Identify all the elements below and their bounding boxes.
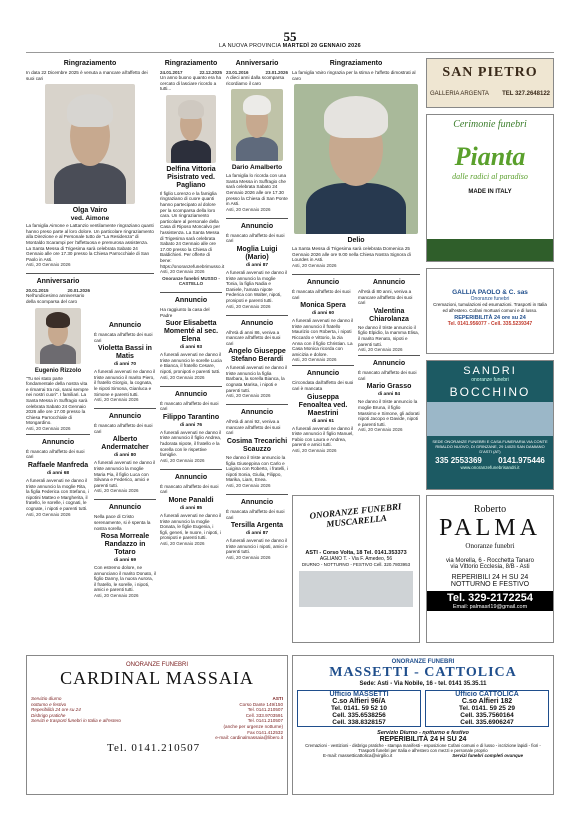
deceased-name: Raffaele Manfreda xyxy=(27,462,89,470)
notice-intro: All'età di 80 anni, veniva a mancare all'affetto dei suoi cari xyxy=(358,288,413,306)
ad-brand: BOCCHINO xyxy=(449,385,531,399)
notice-text: Il figlio Lorenzo e la famiglia ringraziano di cuore quanti hanno partecipato al dolore per la scomparsa della loro cara. Un ringraziamento particolare al personale della Casa di Riposo Moncalvo per l'assistenza. La Santa Messa di Trigesima sarà celebrata Sabato 24 Gennaio alle ore 17.00 presso la Chiesa di Baldichieri. Per offerte di bene: https://onoranzefunebrimusso.it xyxy=(160,190,225,269)
portrait-photo xyxy=(231,89,283,161)
deceased-name: Filippo Tarantino xyxy=(162,413,220,421)
ad-right-7: Fax 0141.412532 xyxy=(247,729,283,735)
notice-heading: Annuncio xyxy=(240,409,274,417)
ad-first: Roberto xyxy=(473,504,507,515)
ad-head: ONORANZE FUNEBRI xyxy=(125,662,188,668)
separator xyxy=(94,408,156,409)
office-1-tel-3: Cell. 338.8328157 xyxy=(332,719,386,726)
portrait-photo xyxy=(35,308,81,364)
separator xyxy=(292,274,420,275)
notice-heading: Annuncio xyxy=(108,413,142,421)
separator xyxy=(292,365,354,366)
notice-matis xyxy=(94,322,156,402)
notice-heading: Anniversario xyxy=(235,60,279,67)
office-1-name: Ufficio MASSETTI xyxy=(329,691,389,698)
ad-name: SANDRI xyxy=(463,365,517,377)
ad-sub: onoranze funebri xyxy=(471,377,509,383)
notice-heading: Ringraziamento xyxy=(63,60,117,67)
office-2-tel-1: Tel. 0141. 59 25 29 xyxy=(459,705,515,712)
ad-phone-1: 335 2553369 xyxy=(435,456,482,465)
ad-name: GALLIA PAOLO & C. sas xyxy=(452,289,528,296)
notice-heading: Annuncio xyxy=(108,322,142,329)
ad-sub: Onoranze funebri xyxy=(470,296,510,302)
ad-right-1: ASTI xyxy=(272,696,283,701)
ad-right-4: Cell. 333.9703591 xyxy=(245,712,283,718)
notice-date: Asti, 20 Gennaio 2026 xyxy=(292,357,337,363)
notice-vairo xyxy=(26,60,154,267)
ad-head: ONORANZE FUNEBRI xyxy=(391,659,455,665)
ad-name: MASSETTI - CATTOLICA xyxy=(329,665,517,680)
deceased-age: di anni 87 xyxy=(245,531,269,537)
notice-text: A funerali avvenuti ne danno il triste annuncio il fratello Maurizio con Roberta, i nipoti Riccardo e Vittorio, la zia Anna con il figlio Christian. La Casa Monica ricorda con amicizia e dolore. xyxy=(292,318,354,357)
deceased-age: di anni 93 xyxy=(179,345,203,351)
notice-date: Asti, 20 Gennaio 2026 xyxy=(226,303,271,309)
ad-sede: Sede: Asti - Via Nobile, 16 - tel. 0141 35.35.11 xyxy=(359,681,487,687)
date-end: 22.12.2025 xyxy=(199,70,222,75)
separator xyxy=(226,218,288,219)
ad-web: Servizi funebri completi ovunque xyxy=(452,753,524,758)
notice-intro: A dieci anni dalla scomparsa ricordiamo il caro xyxy=(226,75,285,86)
ad-heading: Cerimonie funebri xyxy=(453,119,527,130)
ad-rep: REPERIBILI 24 H SU 24 xyxy=(451,574,529,581)
ad-email: E-mail: massetticattolica@virgilio.it xyxy=(322,753,393,758)
deceased-age: di anni 80 xyxy=(113,453,137,459)
separator xyxy=(160,469,222,470)
separator xyxy=(226,494,288,495)
notice-pagliano xyxy=(160,60,225,287)
ad-right-6: (anche per urgenze notturne) xyxy=(223,723,283,729)
separator xyxy=(226,404,288,405)
notice-intro: È mancato all'affetto dei suoi cari xyxy=(26,448,85,460)
deceased-name: Moglia Luigi (Mario) xyxy=(236,245,278,261)
notice-intro: È mancato all'affetto dei suoi cari xyxy=(226,232,285,244)
notice-heading: Ringraziamento xyxy=(164,60,218,67)
notice-intro: In data 22 Dicembre 2025 è venuta a mancare all'affetto dei suoi cari xyxy=(26,70,148,81)
ad-slogan: dalle radici al paradiso xyxy=(452,172,528,181)
notice-intro: È mancata all'affetto dei suoi cari xyxy=(292,288,351,300)
ad-rep: REPERIBILITÀ 24 ore su 24 xyxy=(454,315,526,321)
notice-heading: Annuncio xyxy=(41,438,75,446)
notice-delio xyxy=(292,60,420,268)
deceased-name: Mone Panaldi xyxy=(168,497,214,504)
ad-phone-2: 0141.975446 xyxy=(498,456,545,465)
notice-date: Asti, 20 Gennaio 2026 xyxy=(226,554,271,560)
notice-heading: Annuncio xyxy=(240,222,274,230)
agency-name: Onoranze funebri MUSSO - CASTELLO xyxy=(162,276,220,287)
deceased-name: Rosa Morreale Randazzo in Totaro xyxy=(100,533,150,557)
deceased-age: di anni 69 xyxy=(113,558,137,564)
ad-title: SAN PIETRO xyxy=(442,65,538,80)
deceased-name: Angelo Giuseppe Stefano Berardi xyxy=(228,348,286,364)
notice-text: A funerali avvenuti ne danno il triste annuncio la moglie Rita, la figlia Federica con Stefano, i nipotini Matteo e Margherita, il fratello, le sorelle, i cognati, le cognate, i nipoti e parenti tutti. xyxy=(26,478,89,512)
notice-text: A funerali avvenuti ne danno il triste annuncio le sorelle Lucia e Bianca, il fratello Cesare, nipoti, pronipoti e parenti tutti. xyxy=(160,352,222,375)
notice-tarantino xyxy=(160,391,222,463)
column-5 xyxy=(292,60,420,453)
office-2-tel-2: Cell. 335.7560164 xyxy=(460,712,514,719)
ad-address-2: via Vittorio Ecclesia, 8/B - Asti xyxy=(450,564,530,570)
office-2-name: Ufficio CATTOLICA xyxy=(455,691,519,698)
ad-left-1: Servizio diurno xyxy=(31,696,62,701)
notice-heading: Annuncio xyxy=(174,390,208,398)
deceased-subname: ved. Aimone xyxy=(70,215,110,223)
notice-heading: Annuncio xyxy=(108,504,142,512)
deceased-age: di anni 61 xyxy=(311,418,335,424)
notice-date: Asti, 20 Gennaio 2026 xyxy=(160,269,205,275)
page-number: 55 xyxy=(283,29,297,44)
notice-text: A funerali avvenuti ne danno il triste annuncio la moglie Maria Pia, il figlio Luca con Silvana e Federico, amici e parenti tutti. xyxy=(94,460,156,488)
notice-date: Asti, 20 Gennaio 2026 xyxy=(26,262,71,268)
deceased-age: di anni 60 xyxy=(311,311,335,317)
notice-text: Ne danno il triste annuncio il figlio Elpidio, la mamma Elisa, il marito Renato, nipoti e parenti tutti. xyxy=(358,324,420,347)
ad-left-5: Servizi e trasporti funebri in Italia e all'estero xyxy=(31,718,121,724)
notice-luigi xyxy=(226,223,288,309)
deceased-name: Delfina Vittoria Pisistrato ved. Pagliano xyxy=(166,165,216,189)
notice-intro: Un anno buono quanto era ha cercato di lasciare ricordo a tutti... xyxy=(160,75,222,92)
deceased-age: di anni 70 xyxy=(113,362,137,368)
notice-date: Asti, 20 Gennaio 2026 xyxy=(226,483,271,488)
notice-date: Asti, 20 Gennaio 2026 xyxy=(226,206,271,212)
deceased-name: Eugenio Rizzolo xyxy=(34,367,82,374)
ad-city: AGLIANO T. - Via F. Amedeo, 56 xyxy=(319,556,393,562)
notice-date: Asti, 20 Gennaio 2026 xyxy=(292,447,337,453)
deceased-name: Delio xyxy=(347,237,365,245)
notice-text: La famiglia lo ricorda con una Santa Messa in Suffragio che sarà celebrata Sabato 24 Gennaio 2026 alle ore 17.30 presso la Chiesa di San Ponte in Asti. xyxy=(226,173,288,207)
ad-address-1: via Morella, 6 - Rocchetta Tanaro xyxy=(446,558,534,564)
notice-heading: Annuncio xyxy=(306,278,340,286)
notice-heading: Annuncio xyxy=(174,473,208,481)
ad-pianta xyxy=(426,114,554,262)
deceased-name: Mario Grasso xyxy=(366,383,412,391)
notice-text: La famiglia Aimone e Lattanzio ventilamente ringraziano quanti hanno preso parte al loro dolore. Un particolare ringraziamento alla Direzione e al Personale tutto de "La Residenza" di Montaldo Scarampi per l'affettuosa e premurosa assistenza. La Santa Messa di Trigesima sarà celebrata Sabato 24 Gennaio alle ore 17.30 presso la Chiesa Parrocchiale di San Paolo in Asti. xyxy=(26,223,154,262)
ad-left-3: Reperibilità 24 ore su 24 xyxy=(31,707,81,713)
notice-heading: Annuncio xyxy=(240,319,274,327)
portrait-photo xyxy=(166,95,216,163)
date-start: 24.01.2017 xyxy=(160,70,183,75)
ad-subtitle: GALLERIA ARGENTA xyxy=(430,91,489,97)
notice-date: Asti, 20 Gennaio 2026 xyxy=(26,425,71,431)
ad-phone: Tel. 0141.210507 xyxy=(107,742,201,754)
ad-massetti-cattolica xyxy=(292,655,554,795)
notice-date: Asti, 20 Gennaio 2026 xyxy=(94,593,139,599)
separator xyxy=(358,355,420,356)
date-end: 20.01.2026 xyxy=(67,288,90,294)
notice-text: Ne danno il triste annuncio la moglie Bruna, il figlio Massimo e Simone, gli adorati nipoti Jacopo e Davide, nipoti e parenti tutti. xyxy=(358,399,420,427)
notice-date: Asti, 20 Gennaio 2026 xyxy=(292,262,337,268)
separator xyxy=(160,386,222,387)
notice-text: A funerali avvenuti ne danno il triste annuncio la moglie Tonia, la figlia Nadia e Daniele, l'amata nipote Federica con Walter, nipoti, pronipoti e parenti tutti. xyxy=(226,269,288,303)
publication-date: MARTEDÌ 20 GENNAIO 2026 xyxy=(282,43,361,49)
column-2 xyxy=(94,322,156,604)
deceased-name: Suor Elisabetta Momenté al sec. Elena xyxy=(163,320,219,344)
notice-text: La Santa Messa di Trigesima sarà celebrata Domenica 25 Gennaio 2026 alle ore 9.00 nella Chiesa Nostra Signora di Lourdes in Asti. xyxy=(292,246,411,263)
ad-phone: Tel. 0141.956077 - Cell. 335.5239347 xyxy=(447,321,533,327)
notice-text: Ne danno il triste annuncio la figlia Giuseppina con Carlo e Luigina con Roberto, i fratelli, i nipoti Sonia, Giulia, Filippo, Marika, Liam, Enea. xyxy=(226,455,288,483)
deceased-age: di anni 87 xyxy=(245,262,269,268)
publication-line xyxy=(0,43,580,50)
ad-brand: Pianta xyxy=(454,142,526,171)
notice-intro: Circondata dall'affetto dei suoi cari è mancata xyxy=(292,380,354,391)
ad-address: ASTI - Corso Volta, 18 Tel. 0141.353373 xyxy=(305,550,407,556)
ad-palma xyxy=(426,495,554,643)
deceased-age: di anni 84 xyxy=(377,392,401,398)
ad-phone: Tel. 329-2172254 xyxy=(446,592,534,604)
ad-phone: TEL 327.2648122 xyxy=(502,91,550,97)
ad-made: MADE IN ITALY xyxy=(468,189,512,195)
notice-text: A funerali avvenuti ne danno il triste annuncio la moglie Donata, le figlie Eugenia, i figli, generi, le nuore, i nipoti, i pronipoti e parenti tutti. xyxy=(160,513,222,541)
separator xyxy=(160,292,222,293)
ad-gallia-paolo xyxy=(426,268,554,354)
office-2-tel-3: Cell. 335.6906247 xyxy=(460,719,514,726)
portrait-photo xyxy=(45,84,135,204)
notice-heading: Annuncio xyxy=(174,297,208,305)
deceased-age: di anni 85 xyxy=(179,506,203,511)
notice-andermatcher xyxy=(94,413,156,493)
ad-email: Email: palmasrl19@gmail.com xyxy=(452,604,528,610)
notice-heading: Ringraziamento xyxy=(329,60,383,67)
separator xyxy=(226,315,288,316)
notice-text: A funerali avvenuti ne danno il triste annuncio il figlio Andrea, l'adorata nipote, il fratello e la sorella con le rispettive famiglie. xyxy=(160,429,222,458)
notice-intro: È mancato all'affetto dei suoi cari xyxy=(358,370,417,381)
ad-hours: DIURNO - NOTTURNO - FESTIVO Cell. 320.7803953 xyxy=(301,562,411,567)
notice-heading: Anniversario xyxy=(36,278,80,286)
notice-momente xyxy=(160,297,222,380)
notice-date: Asti, 20 Gennaio 2026 xyxy=(26,511,71,517)
ad-footer: Cremazioni - vestizioni - disbrigo pratiche - stampa manifesti - esposizione Cofani comuni e di lusso - iscrizione lapidi - fiori - Trasporti funebri per Italia e all'estero con mezzi e personale proprio xyxy=(305,743,541,753)
notice-intro: È mancata all'affetto dei suoi cari xyxy=(226,509,285,520)
notice-text: A funerali avvenuti ne danno il triste annuncio il marito Piero, il fratello Giorgio, la cognata, le nipoti Simona, Gianluca e Simone e parenti tutti. xyxy=(94,369,156,397)
ad-left-2: notturno e festivo xyxy=(31,701,67,707)
notice-intro: Ha raggiunto la casa del Padre xyxy=(160,307,210,318)
column-3 xyxy=(160,60,225,552)
notice-intro: La famiglia Vairo ringrazia per la stima e l'affetto dimostrati al caro xyxy=(292,70,416,81)
ad-sub: Onoranze funebri xyxy=(465,542,515,550)
notice-intro: All'età di anni 86, veniva a mancare all'affetto dei suoi cari xyxy=(226,329,281,346)
notice-date: Asti, 20 Gennaio 2026 xyxy=(226,393,271,399)
notice-intro: Nella pace di Cristo serenamente, si è spenta la nostra sorella xyxy=(94,514,151,531)
ad-right-8: e-mail: cardinalmassaia@libero.it xyxy=(215,735,283,741)
notice-text: A funerali avvenuti ne danno il triste annuncio i nipoti, amici e parenti tutti. xyxy=(226,538,288,555)
office-1-tel-2: Cell. 335.6538256 xyxy=(332,712,386,719)
header-rule xyxy=(26,52,554,53)
notice-heading: Annuncio xyxy=(240,499,274,506)
ad-rep: REPERIBILITÀ 24 H SU 24 xyxy=(379,736,467,743)
separator xyxy=(94,499,156,500)
deceased-name: Giuseppa Fenoaltea ved. Maestrini xyxy=(298,393,348,417)
deceased-name: Dario Amalberto xyxy=(231,164,283,172)
notice-date: Asti, 20 Gennaio 2026 xyxy=(358,427,403,433)
notice-text: A funerali avvenuti ne danno il triste annuncio la figlia Barbara, la sorella Bianca, la cognata Marisa, i nipoti e parenti tutti. xyxy=(226,365,288,393)
ad-last: PALMA xyxy=(439,515,541,541)
deceased-age: di anni 76 xyxy=(179,422,203,428)
date-start: 20.01.2015 xyxy=(26,288,49,294)
notice-heading: Annuncio xyxy=(372,278,406,286)
ad-text: Cremazioni, tumulazioni ed esumazioni. Trasporti in Italia ed all'estero. Cofani mortuari comuni e di lusso. xyxy=(433,302,547,313)
ad-service: Servizio Diurno - notturno e festivo xyxy=(377,730,469,736)
notice-intro: Nell'undicesimo anniversario della scomparsa del caro xyxy=(26,293,85,304)
ad-muscarella xyxy=(292,495,420,643)
notice-date: Asti, 20 Gennaio 2026 xyxy=(94,488,139,494)
date-end: 23.01.2026 xyxy=(265,70,288,75)
date-start: 23.01.2016 xyxy=(226,70,249,75)
deceased-name: Olga Vairo xyxy=(72,207,108,215)
office-2-address: C.so Alfieri 182 xyxy=(461,698,513,705)
notice-berardi xyxy=(226,320,288,399)
deceased-age: di anni 68 xyxy=(46,471,70,477)
ad-web: www.onoranzefunebrisandri.it xyxy=(460,465,520,470)
notice-text: Con estremo dolore, ne annunciano il marito Donato, il figlio Danny, la nuora Aurora, il fratello, le sorelle, i nipoti, amici e parenti tutti. xyxy=(94,565,156,593)
notice-scauzzo xyxy=(226,409,288,488)
ad-name: ONORANZE FUNEBRI MUSCARELLA xyxy=(309,501,402,530)
ad-right-5: Tel. 0141.210507 xyxy=(247,718,283,724)
notice-argenta xyxy=(226,499,288,560)
ad-right-2: Corso Dante 149/150 xyxy=(239,701,283,707)
notice-date: Asti, 20 Gennaio 2026 xyxy=(358,347,403,353)
ad-cardinal-massaia xyxy=(26,655,288,795)
notice-date: Asti, 20 Gennaio 2026 xyxy=(160,457,205,463)
notice-date: Asti, 20 Gennaio 2026 xyxy=(94,397,139,403)
deceased-name: Monica Spera xyxy=(300,302,346,310)
notice-intro: È mancato all'affetto dei suoi cari xyxy=(160,483,219,495)
notice-date: Asti, 20 Gennaio 2026 xyxy=(160,540,205,546)
separator xyxy=(26,273,154,274)
notice-text: A funerali avvenuti ne danno il triste annuncio il figlio Manuel, Fabio con Laura e Andrea, parenti e amici tutti. xyxy=(292,425,354,448)
notice-heading: Annuncio xyxy=(372,360,406,368)
ad-right-3: Tel. 0141.210507 xyxy=(247,707,283,713)
notice-intro: È mancato all'affetto dei suoi cari xyxy=(160,400,219,412)
ad-san-pietro xyxy=(426,58,554,108)
portrait-photo xyxy=(294,84,418,234)
ad-rep-2: NOTTURNO E FESTIVO xyxy=(450,581,530,588)
notice-panaldi xyxy=(160,474,222,546)
column-4 xyxy=(226,60,288,566)
notice-date: Asti, 20 Gennaio 2026 xyxy=(160,374,205,380)
page-header xyxy=(0,30,580,50)
ad-left-4: Disbrigo pratiche xyxy=(31,712,66,718)
publication-name: LA NUOVA PROVINCIA xyxy=(219,43,281,49)
separator xyxy=(26,434,90,435)
notice-intro: È mancata all'affetto dei suoi cari xyxy=(94,332,153,343)
notice-text: "Tu sei stato parte fondamentale della nostra vita e rimarrai tra noi, sarai sempre nei nostri cuori". I familiari. La Santa Messa in Suffragio sarà celebrata Sabato 24 Gennaio 2026 alle ore 17.00 presso la Chiesa Parrocchiale di Mongardino. xyxy=(26,375,89,426)
office-1-address: C.so Alfieri 96/A xyxy=(332,698,386,705)
deceased-name: Valentina Chiarolanza xyxy=(369,307,409,323)
ad-name: CARDINAL MASSAIA xyxy=(60,668,254,688)
notice-intro: All'età di anni 92, veniva a mancare all'affetto dei suoi cari xyxy=(226,419,281,436)
ad-address: SEDE ONORANZE FUNEBRI E CASA FUNERARIA VIA CONTE RIBALDO NUOVO, DI GRINZANE, 29 14025 SAN DAMIANO D'ASTI (AT) xyxy=(432,439,548,454)
notice-randazzo xyxy=(94,504,156,598)
notice-intro: È mancato all'affetto dei suoi cari xyxy=(94,423,153,434)
deceased-name: Cosima Trecarichi Scauzzo xyxy=(226,438,288,454)
office-1-tel-1: Tel. 0141. 59 52 10 xyxy=(331,705,387,712)
ad-sandri xyxy=(426,360,554,490)
notice-amalberto xyxy=(226,60,288,212)
deceased-name: Alberto Andermatcher xyxy=(101,436,149,452)
notice-heading: Annuncio xyxy=(306,370,340,378)
deceased-name: Violetta Bassi in Matis xyxy=(98,345,152,361)
deceased-name: Tersilla Argenta xyxy=(230,522,284,530)
